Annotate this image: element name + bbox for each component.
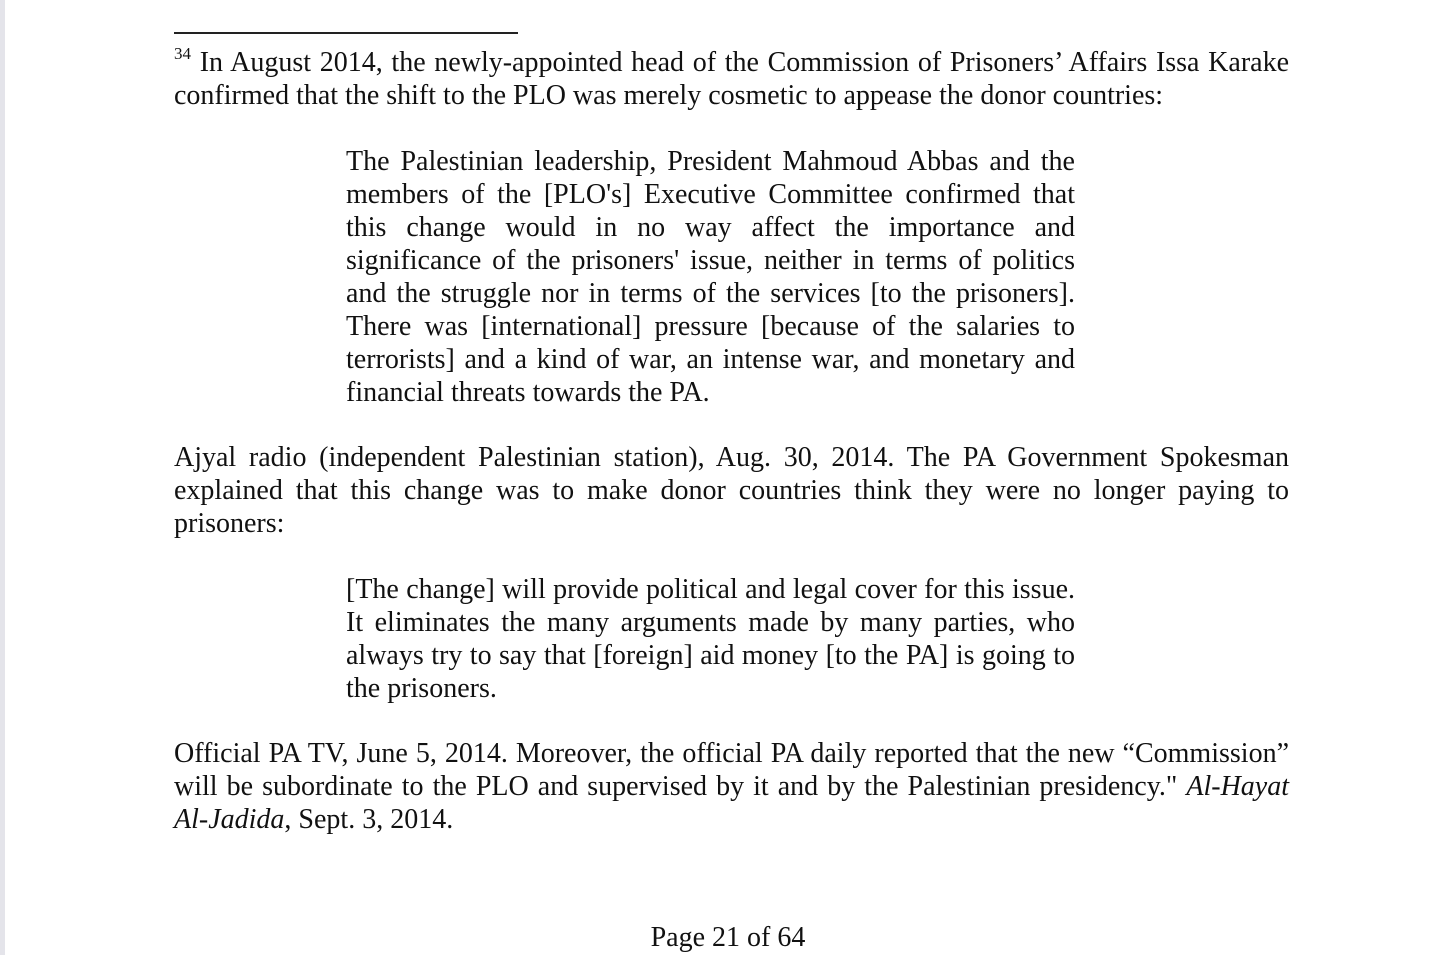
footnote-number: 34: [174, 44, 191, 63]
source-title: Al-Hayat Al-Jadida: [174, 771, 1289, 835]
footnote-separator: [174, 32, 518, 34]
footnote-text: In August 2014, the newly-appointed head of the Commission of Prisoners’ Affairs Issa Karake confirmed that the shift to the PLO was merely cosmetic to appease the donor countries:: [174, 47, 1289, 111]
citation-paragraph-1: Ajyal radio (independent Palestinian station), Aug. 30, 2014. The PA Government Spokesman explained that this change was to make donor countries think they were no longer paying to prisoners:: [174, 442, 1289, 539]
citation-paragraph-2: [174, 737, 1289, 836]
footnote-paragraph: [174, 46, 1289, 112]
block-quote-1: The Palestinian leadership, President Mahmoud Abbas and the members of the [PLO's] Executive Committee confirmed that this change would in no way affect the importance and significance of the prisoners' issue, neither in terms of politics and the struggle nor in terms of the services [to the prisoners]. There was [international] pressure [because of the salaries to terrorists] and a kind of war, an intense war, and monetary and financial threats towards the PA.: [346, 146, 1075, 408]
source-date: , Sept. 3, 2014.: [284, 804, 454, 835]
citation-text: Official PA TV, June 5, 2014. Moreover, the official PA daily reported that the new “Commission” will be subordinate to the PLO and supervised by it and by the Palestinian presidency.": [174, 738, 1289, 802]
page-number: Page 21 of 64: [650, 922, 806, 953]
page-edge: [0, 0, 5, 955]
block-quote-2: [The change] will provide political and legal cover for this issue. It eliminates the many arguments made by many parties, who always try to say that [foreign] aid money [to the PA] is going to the prisoners.: [346, 574, 1075, 704]
